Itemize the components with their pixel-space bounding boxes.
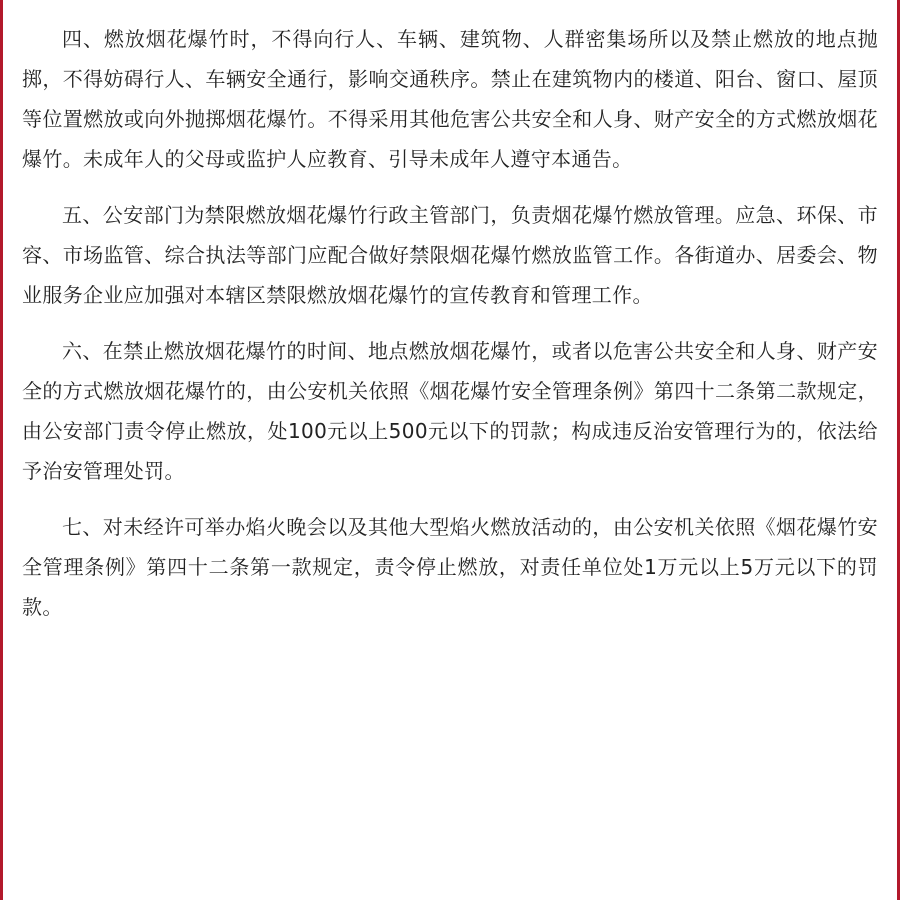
paragraph-6: 六、在禁止燃放烟花爆竹的时间、地点燃放烟花爆竹，或者以危害公共安全和人身、财产安全的方式燃放烟花爆竹的，由公安机关依照《烟花爆竹安全管理条例》第四十二条第二款规定，由公安部门责令停止燃放，处100元以上500元以下的罚款；构成违反治安管理行为的，依法给予治安管理处罚。 [22, 339, 878, 483]
paragraph-4: 四、燃放烟花爆竹时，不得向行人、车辆、建筑物、人群密集场所以及禁止燃放的地点抛掷，不得妨碍行人、车辆安全通行，影响交通秩序。禁止在建筑物内的楼道、阳台、窗口、屋顶等位置燃放或向外抛掷烟花爆竹。不得采用其他危害公共安全和人身、财产安全的方式燃放烟花爆竹。未成年人的父母或监护人应教育、引导未成年人遵守本通告。 [22, 27, 878, 171]
paragraph-7: 七、对未经许可举办焰火晚会以及其他大型焰火燃放活动的，由公安机关依照《烟花爆竹安全管理条例》第四十二条第一款规定，责令停止燃放，对责任单位处1万元以上5万元以下的罚款。 [22, 515, 878, 619]
article-body [22, 19, 878, 643]
left-red-border [0, 0, 3, 900]
paragraph-5: 五、公安部门为禁限燃放烟花爆竹行政主管部门，负责烟花爆竹燃放管理。应急、环保、市容、市场监管、综合执法等部门应配合做好禁限烟花爆竹燃放监管工作。各街道办、居委会、物业服务企业应加强对本辖区禁限燃放烟花爆竹的宣传教育和管理工作。 [22, 203, 878, 307]
